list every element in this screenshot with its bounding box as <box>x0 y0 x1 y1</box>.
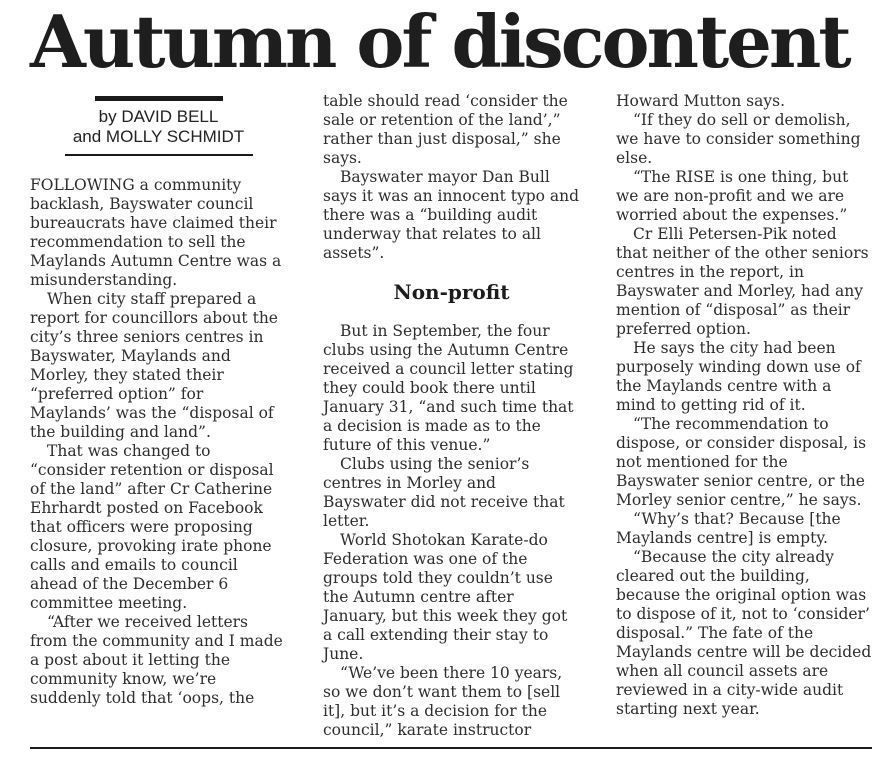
column-2 <box>323 92 580 740</box>
article-columns <box>30 92 873 740</box>
paragraph: Cr Elli Petersen-Pik noted that neither of the other seniors centres in the report, in Bayswater and Morley, had any mention of “disposal” as their preferred option. <box>616 225 869 338</box>
paragraph: Clubs using the senior’s centres in Morley and Bayswater did not receive that letter. <box>323 455 565 530</box>
paragraph: World Shotokan Karate-do Federation was one of the groups told they couldn’t use the Autumn centre after January, but this week they got a call extending their stay to June. <box>323 531 568 663</box>
byline-author-1: by DAVID BELL <box>98 107 219 126</box>
paragraph: table should read ‘consider the sale or retention of the land’,” rather than just disposal,” she says. <box>323 92 568 167</box>
paragraph: “Why’s that? Because [the Maylands centre] is empty. <box>616 510 841 547</box>
paragraph: “Because the city already cleared out the building, because the original option was to dispose of it, not to ‘consider’ disposal.” The fate of the Maylands centre will be decided when all council assets are reviewed in a city-wide audit starting next year. <box>616 548 872 718</box>
column-3 <box>616 92 873 719</box>
paragraph: “After we received letters from the community and I made a post about it letting the community know, we’re suddenly told that ‘oops, the <box>30 613 283 707</box>
paragraph: Howard Mutton says. <box>616 92 786 110</box>
byline-spacer <box>54 156 264 166</box>
byline-top-rule <box>95 96 223 101</box>
paragraph: “We’ve been there 10 years, so we don’t want them to [sell it], but it’s a decision for the council,” karate instructor <box>323 664 563 739</box>
paragraph: But in September, the four clubs using the Autumn Centre received a council letter stating they could book there until January 31, “and such time that a decision is made as to the future of this venue.” <box>323 322 574 454</box>
paragraph: “If they do sell or demolish, we have to consider something else. <box>616 111 861 167</box>
paragraph: “The recommendation to dispose, or consider disposal, is not mentioned for the Bayswater senior centre, or the Morley senior centre,” he says. <box>616 415 867 509</box>
byline <box>54 96 264 166</box>
column-1 <box>30 92 287 708</box>
paragraph: FOLLOWING a community backlash, Bayswater council bureaucrats have claimed their recommendation to sell the Maylands Autumn Centre was a misunderstanding. <box>30 176 282 289</box>
paragraph: “The RISE is one thing, but we are non-profit and we are worried about the expenses.” <box>616 168 849 224</box>
byline-author-2: and MOLLY SCHMIDT <box>72 127 245 146</box>
section-subheading: Non-profit <box>393 280 510 304</box>
article-headline: Autumn of discontent <box>30 0 849 84</box>
page-bottom-rule <box>30 747 872 749</box>
paragraph: He says the city had been purposely winding down use of the Maylands centre with a mind to getting rid of it. <box>616 339 861 414</box>
paragraph: Bayswater mayor Dan Bull says it was an innocent typo and there was a “building audit underway that relates to all assets”. <box>323 168 580 262</box>
paragraph: That was changed to “consider retention or disposal of the land” after Cr Catherine Ehrhardt posted on Facebook that officers were proposing closure, provoking irate phone calls and emails to council ahead of the December 6 committee meeting. <box>30 442 274 612</box>
paragraph: When city staff prepared a report for councillors about the city’s three seniors centres in Bayswater, Maylands and Morley, they stated their “preferred option” for Maylands’ was the “disposal of the building and land”. <box>30 290 278 441</box>
